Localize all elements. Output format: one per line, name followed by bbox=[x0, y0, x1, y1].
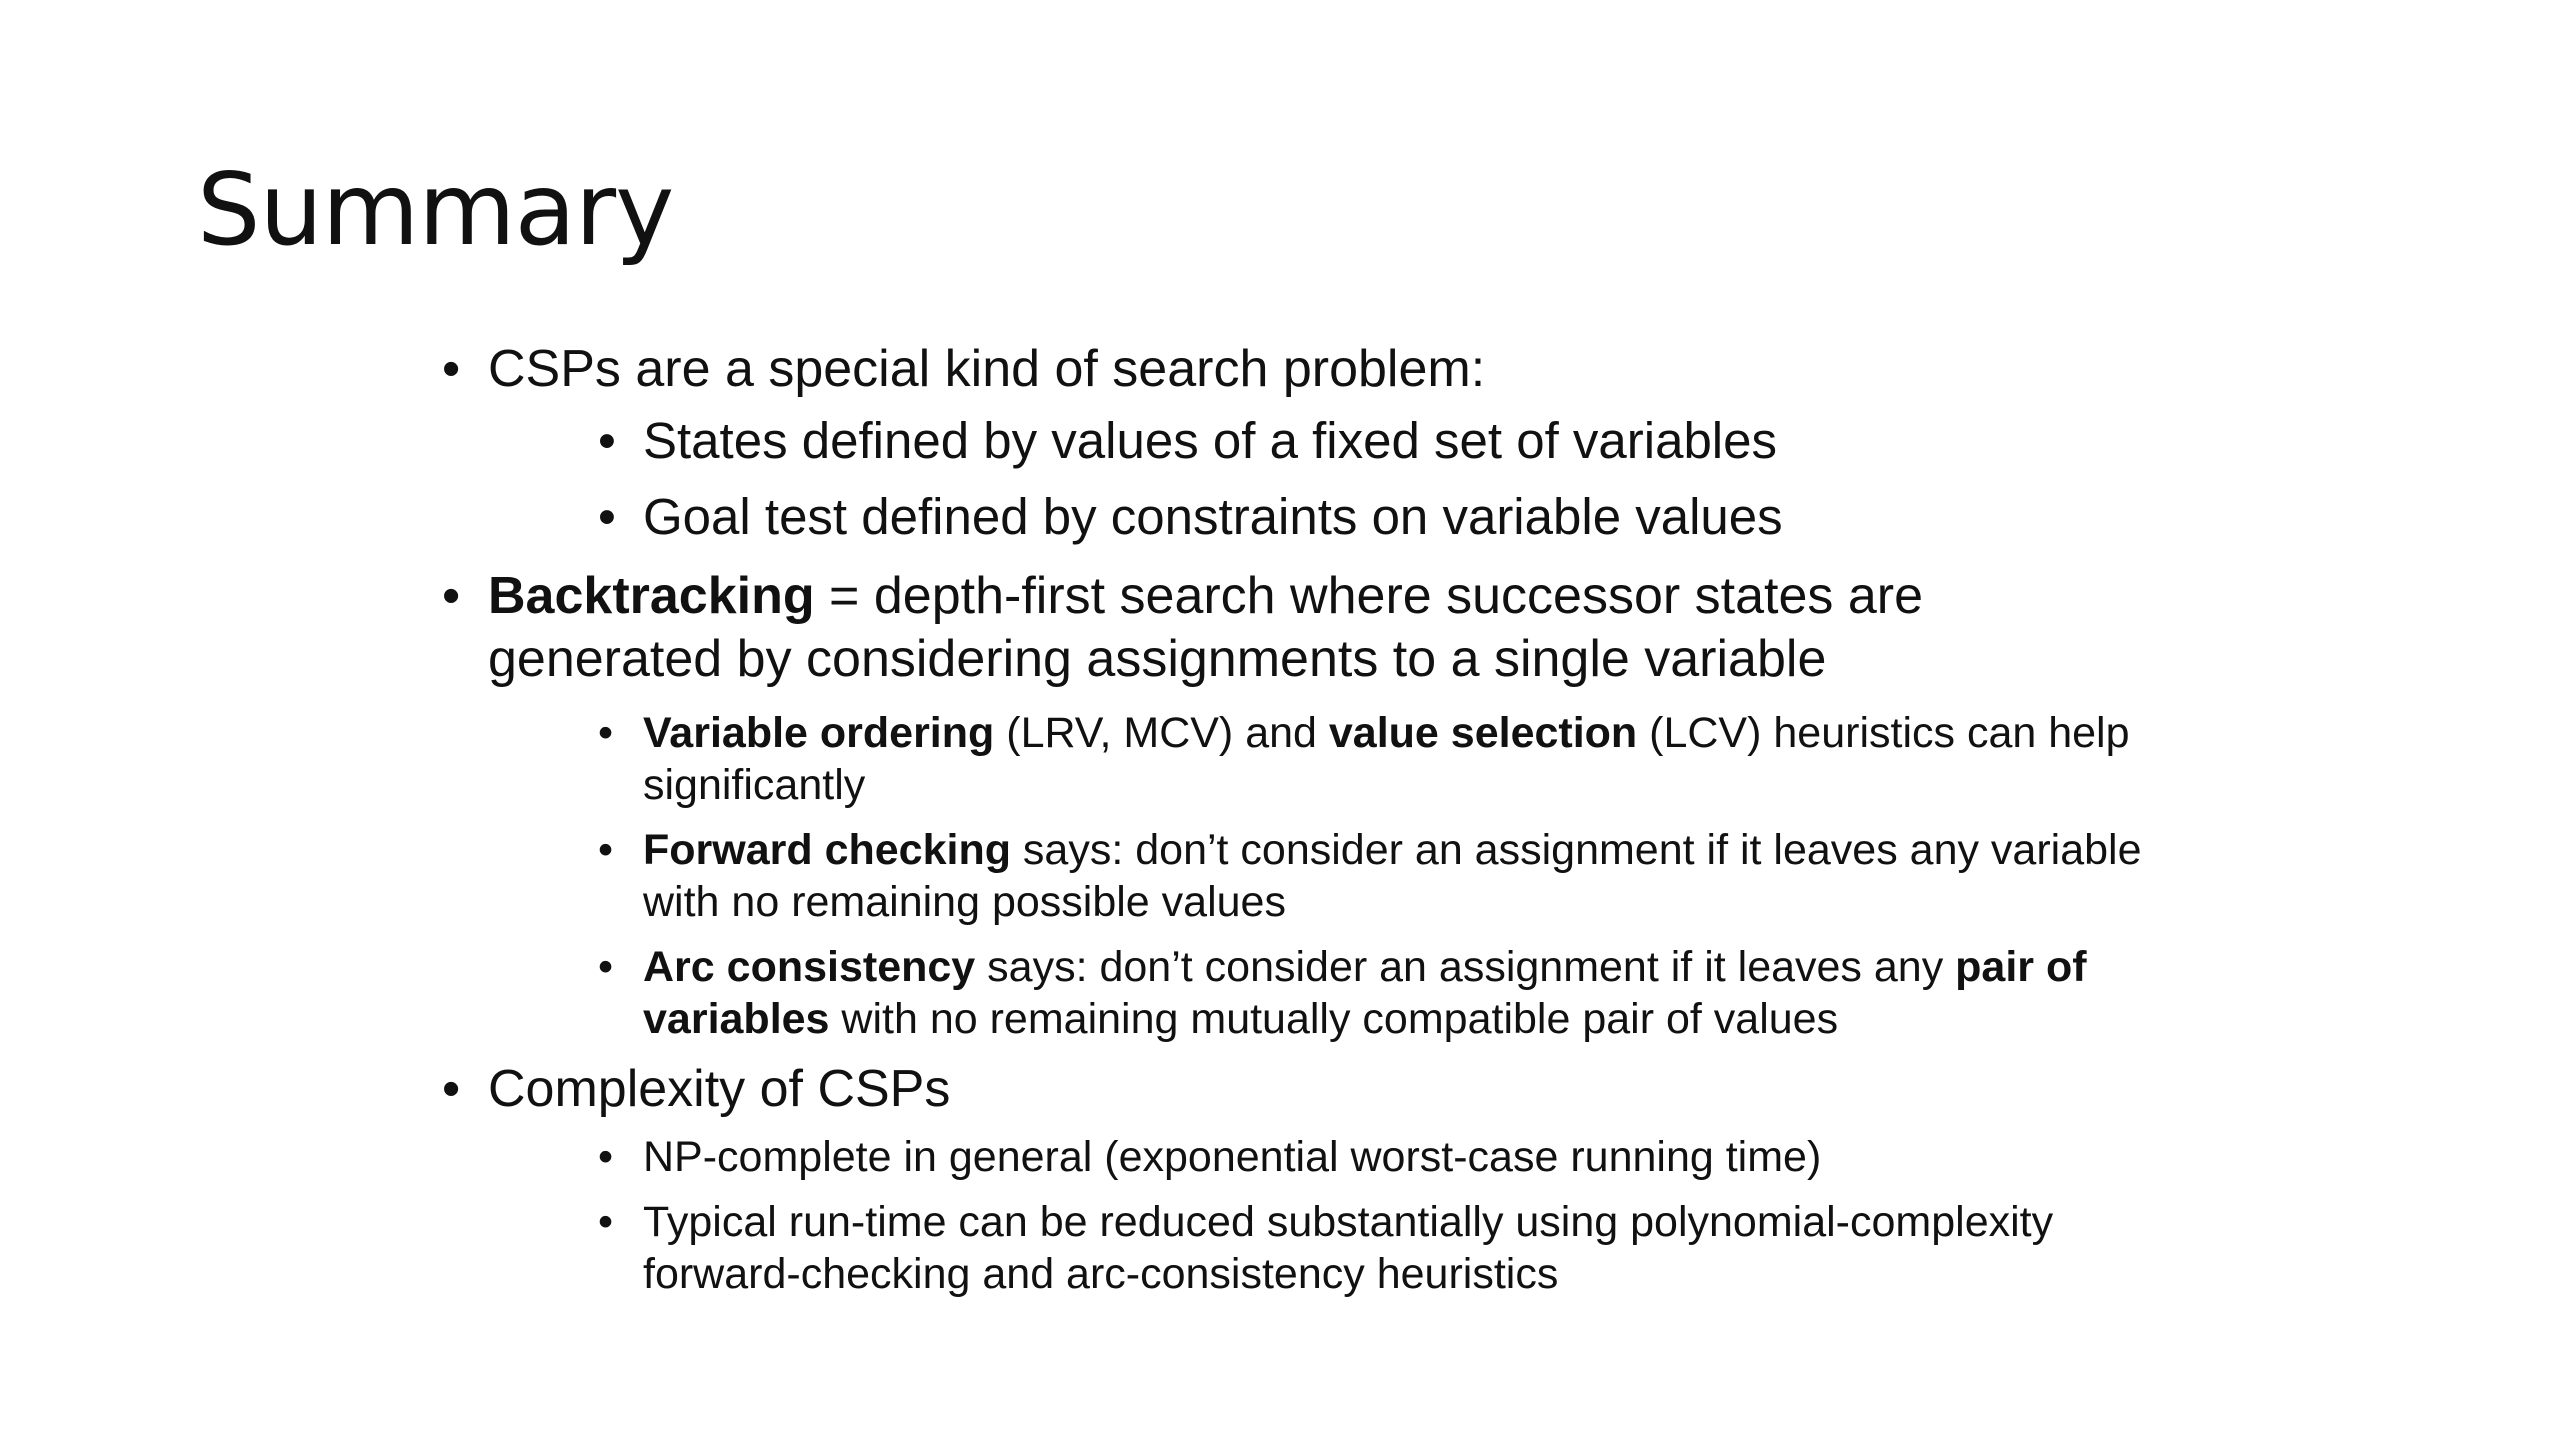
bold-term: Arc consistency bbox=[643, 943, 976, 991]
sub-bullet-text: says: don’t consider an assignment if it leaves any variable with no remaining possible values bbox=[643, 826, 2142, 926]
sub-bullet-text: NP-complete in general (exponential worst-case running time) bbox=[643, 1133, 1822, 1181]
sub-bullet-text: Goal test defined by constraints on variable values bbox=[643, 488, 1783, 545]
sub-bullet-text: (LRV, MCV) and bbox=[994, 709, 1329, 757]
bullet-bold-term: Backtracking bbox=[488, 567, 815, 625]
sub-bullet-arc-consistency bbox=[488, 941, 2150, 1045]
bullet-dot-icon: • bbox=[598, 826, 614, 874]
bold-term: Variable ordering bbox=[643, 709, 995, 757]
bold-term: Forward checking bbox=[643, 826, 1011, 874]
sub-bullet-goal-test bbox=[488, 479, 2150, 555]
sub-bullet-list bbox=[488, 1131, 2150, 1300]
bullet-list bbox=[430, 338, 2150, 1300]
sub-bullet-text: says: don’t consider an assignment if it leaves any bbox=[975, 943, 1956, 991]
bullet-backtracking bbox=[430, 565, 2150, 1045]
sub-bullet-text: (LCV) heuristics can help significantly bbox=[643, 709, 2130, 809]
sub-bullet-list bbox=[488, 707, 2150, 1045]
bullet-dot-icon: • bbox=[442, 567, 461, 625]
sub-bullet-states bbox=[488, 403, 2150, 479]
sub-bullet-text: States defined by values of a fixed set of variables bbox=[643, 412, 1778, 469]
sub-bullet-typical-runtime bbox=[488, 1196, 2150, 1300]
bullet-dot-icon: • bbox=[598, 488, 616, 545]
bullet-csps bbox=[430, 338, 2150, 555]
bullet-text: CSPs are a special kind of search problem: bbox=[488, 340, 1486, 398]
bullet-text: Complexity of CSPs bbox=[488, 1060, 951, 1118]
bullet-complexity bbox=[430, 1058, 2150, 1300]
bullet-dot-icon: • bbox=[598, 412, 616, 469]
slide-body bbox=[430, 338, 2150, 1313]
sub-bullet-variable-ordering bbox=[488, 707, 2150, 811]
sub-bullet-text: Typical run-time can be reduced substantially using polynomial-complexity forward-checking and arc-consistency heuristics bbox=[643, 1198, 2054, 1298]
sub-bullet-forward-checking bbox=[488, 824, 2150, 928]
bullet-dot-icon: • bbox=[442, 1060, 461, 1118]
bold-term: pair of variables bbox=[643, 943, 2087, 1043]
sub-bullet-list bbox=[488, 403, 2150, 555]
bullet-dot-icon: • bbox=[598, 709, 614, 757]
bullet-dot-icon: • bbox=[442, 340, 461, 398]
sub-bullet-np-complete bbox=[488, 1131, 2150, 1183]
slide-title: Summary bbox=[197, 151, 674, 268]
bullet-dot-icon: • bbox=[598, 943, 614, 991]
bullet-text: = depth-first search where successor states are generated by considering assignments to a single variable bbox=[488, 567, 1923, 688]
bold-term: value selection bbox=[1328, 709, 1638, 757]
sub-bullet-text: with no remaining mutually compatible pair of values bbox=[829, 995, 1839, 1043]
bullet-dot-icon: • bbox=[598, 1198, 614, 1246]
bullet-dot-icon: • bbox=[598, 1133, 614, 1181]
